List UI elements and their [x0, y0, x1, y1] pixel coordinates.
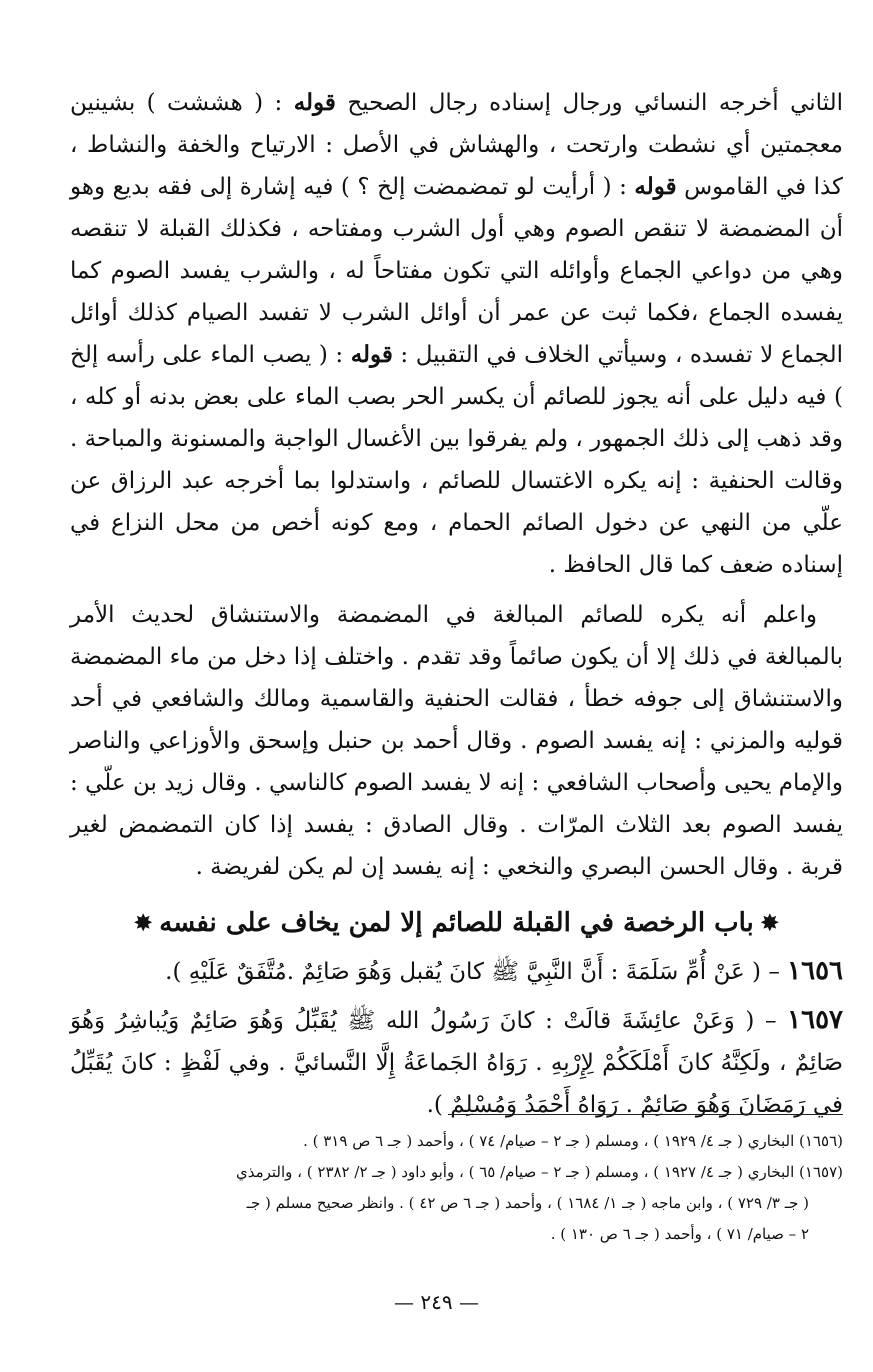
- commentary-paragraph-2: [70, 594, 843, 888]
- keyword-qawluhu: قوله: [634, 173, 677, 200]
- text-segment: الثاني أخرجه النسائي ورجال إسناده رجال الصحيح: [335, 90, 844, 116]
- text-segment: واعلم أنه يكره للصائم المبالغة في المضمضة والاستنشاق لحديث الأمر بالمبالغة في ذلك إلا أن يكون صائماً وقد تقدم . واختلف إذا دخل من ماء المضمضة والاستنشاق إلى جوفه خطأ ، فقالت الحنفية والقاسمية ومالك والشافعي في أحد قوليه والمزني : إنه يفسد الصوم . وقال أحمد بن حنبل وإسحق والأوزاعي والناصر والإمام يحيى وأصحاب الشافعي : إنه لا يفسد الصوم كالناسي . وقال زيد بن علّي : يفسد الصوم بعد الثلاث المرّات . وقال الصادق : يفسد إذا كان التمضمض لغير قربة . وقال الحسن البصري والنخعي : إنه يفسد إن لم يكن لفريضة .: [70, 602, 843, 880]
- commentary-paragraph-1: [70, 82, 843, 586]
- text-segment: : ( أرأيت لو تمضمضت إلخ ؟ ) فيه إشارة إلى فقه بديع وهو أن المضمضة لا تنقص الصوم وهي أول الشرب ومفتاحه ، فكذلك القبلة لا تنقصه وهي من دواعي الجماع وأوائله التي تكون مفتاحاً له ، والشرب يفسد الصوم كما يفسده الجماع ،فكما ثبت عن عمر أن أوائل الشرب لا تفسد الصيام كذلك أوائل الجماع لا تفسده ، وسيأتي الخلاف في التقبيل :: [70, 174, 843, 368]
- star-ornament-icon: ✸: [759, 909, 780, 937]
- footnote-separator: [448, 1114, 843, 1115]
- text-segment: : ( هششت ) بشينين معجمتين أي نشطت وارتحت ، والهشاش في الأصل : الارتياح والخفة والنشاط ، كذا في القاموس: [70, 90, 843, 200]
- hadith-number: ١٦٥٦: [787, 956, 843, 986]
- page-number: — ٢٤٩ —: [394, 1290, 479, 1314]
- footnote-line: (١٦٥٧) البخاري ( جـ ٤/ ١٩٢٧ ) ، ومسلم ( جـ ٢ – صيام/ ٦٥ ) ، وأبو داود ( جـ ٢/ ٢٣٨٢ ) ، والترمذي: [235, 1163, 843, 1181]
- hadith-text: – ( وَعَنْ عائِشَةَ قالَتْ : كانَ رَسُولُ الله ﷺ يُقَبِّلُ وَهُوَ صَائِمٌ وَيُباشِرُ وَهُوَ صَائِمٌ ، ولَكِنَّهُ كانَ أَمْلَكَكُمْ لِإِرْبِهِ . رَوَاهُ الجَماعَةُ إِلَّا النَّسائيَّ . وفي لَفْظٍ : كانَ يُقَبِّلُ في رَمَضَانَ وَهُوَ صَائِمٌ . رَوَاهُ أَحْمَدُ وَمُسْلِمٌ ).: [70, 1008, 843, 1118]
- keyword-qawluhu: قوله: [350, 341, 393, 368]
- chapter-heading: [70, 900, 843, 946]
- hadith-number: ١٦٥٧: [787, 1005, 843, 1035]
- page-body: [70, 82, 843, 1126]
- footnote-line: ( جـ ٣/ ٧٢٩ ) ، وابن ماجه ( جـ ١/ ١٦٨٤ ) ، وأحمد ( جـ ٦ ص ٤٢ ) . وانظر صحيح مسلم ( جـ: [246, 1194, 809, 1212]
- chapter-title: باب الرخصة في القبلة للصائم إلا لمن يخاف على نفسه: [159, 908, 754, 938]
- footnote-line: ٢ – صيام/ ٧١ ) ، وأحمد ( جـ ٦ ص ١٣٠ ) .: [550, 1225, 809, 1243]
- star-ornament-icon: ✸: [133, 909, 154, 937]
- footnote-line: (١٦٥٦) البخاري ( جـ ٤/ ١٩٢٩ ) ، ومسلم ( جـ ٢ – صيام/ ٧٤ ) ، وأحمد ( جـ ٦ ص ٣١٩ ) .: [303, 1132, 843, 1150]
- hadith-1657: [70, 999, 843, 1126]
- keyword-qawluhu: قوله: [293, 89, 336, 116]
- text-segment: : ( يصب الماء على رأسه إلخ ) فيه دليل على أنه يجوز للصائم أن يكسر الحر بصب الماء على بعض بدنه أو كله ، وقد ذهب إلى ذلك الجمهور ، ولم يفرقوا بين الأغسال الواجبة والمسنونة والمباحة . وقالت الحنفية : إنه يكره الاغتسال للصائم ، واستدلوا بما أخرجه عبد الرزاق عن علّي من النهي عن دخول الصائم الحمام ، ومع كونه أخص من محل النزاع في إسناده ضعف كما قال الحافظ .: [70, 342, 843, 578]
- hadith-1656: [70, 950, 843, 993]
- hadith-text: – ( عَنْ أُمِّ سَلَمَةَ : أَنَّ النَّبِيَّ ﷺ كانَ يُقبل وَهُوَ صَائِمٌ .مُتَّفَقٌ عَلَيْهِ ).: [165, 959, 788, 985]
- footnotes: [70, 1126, 843, 1250]
